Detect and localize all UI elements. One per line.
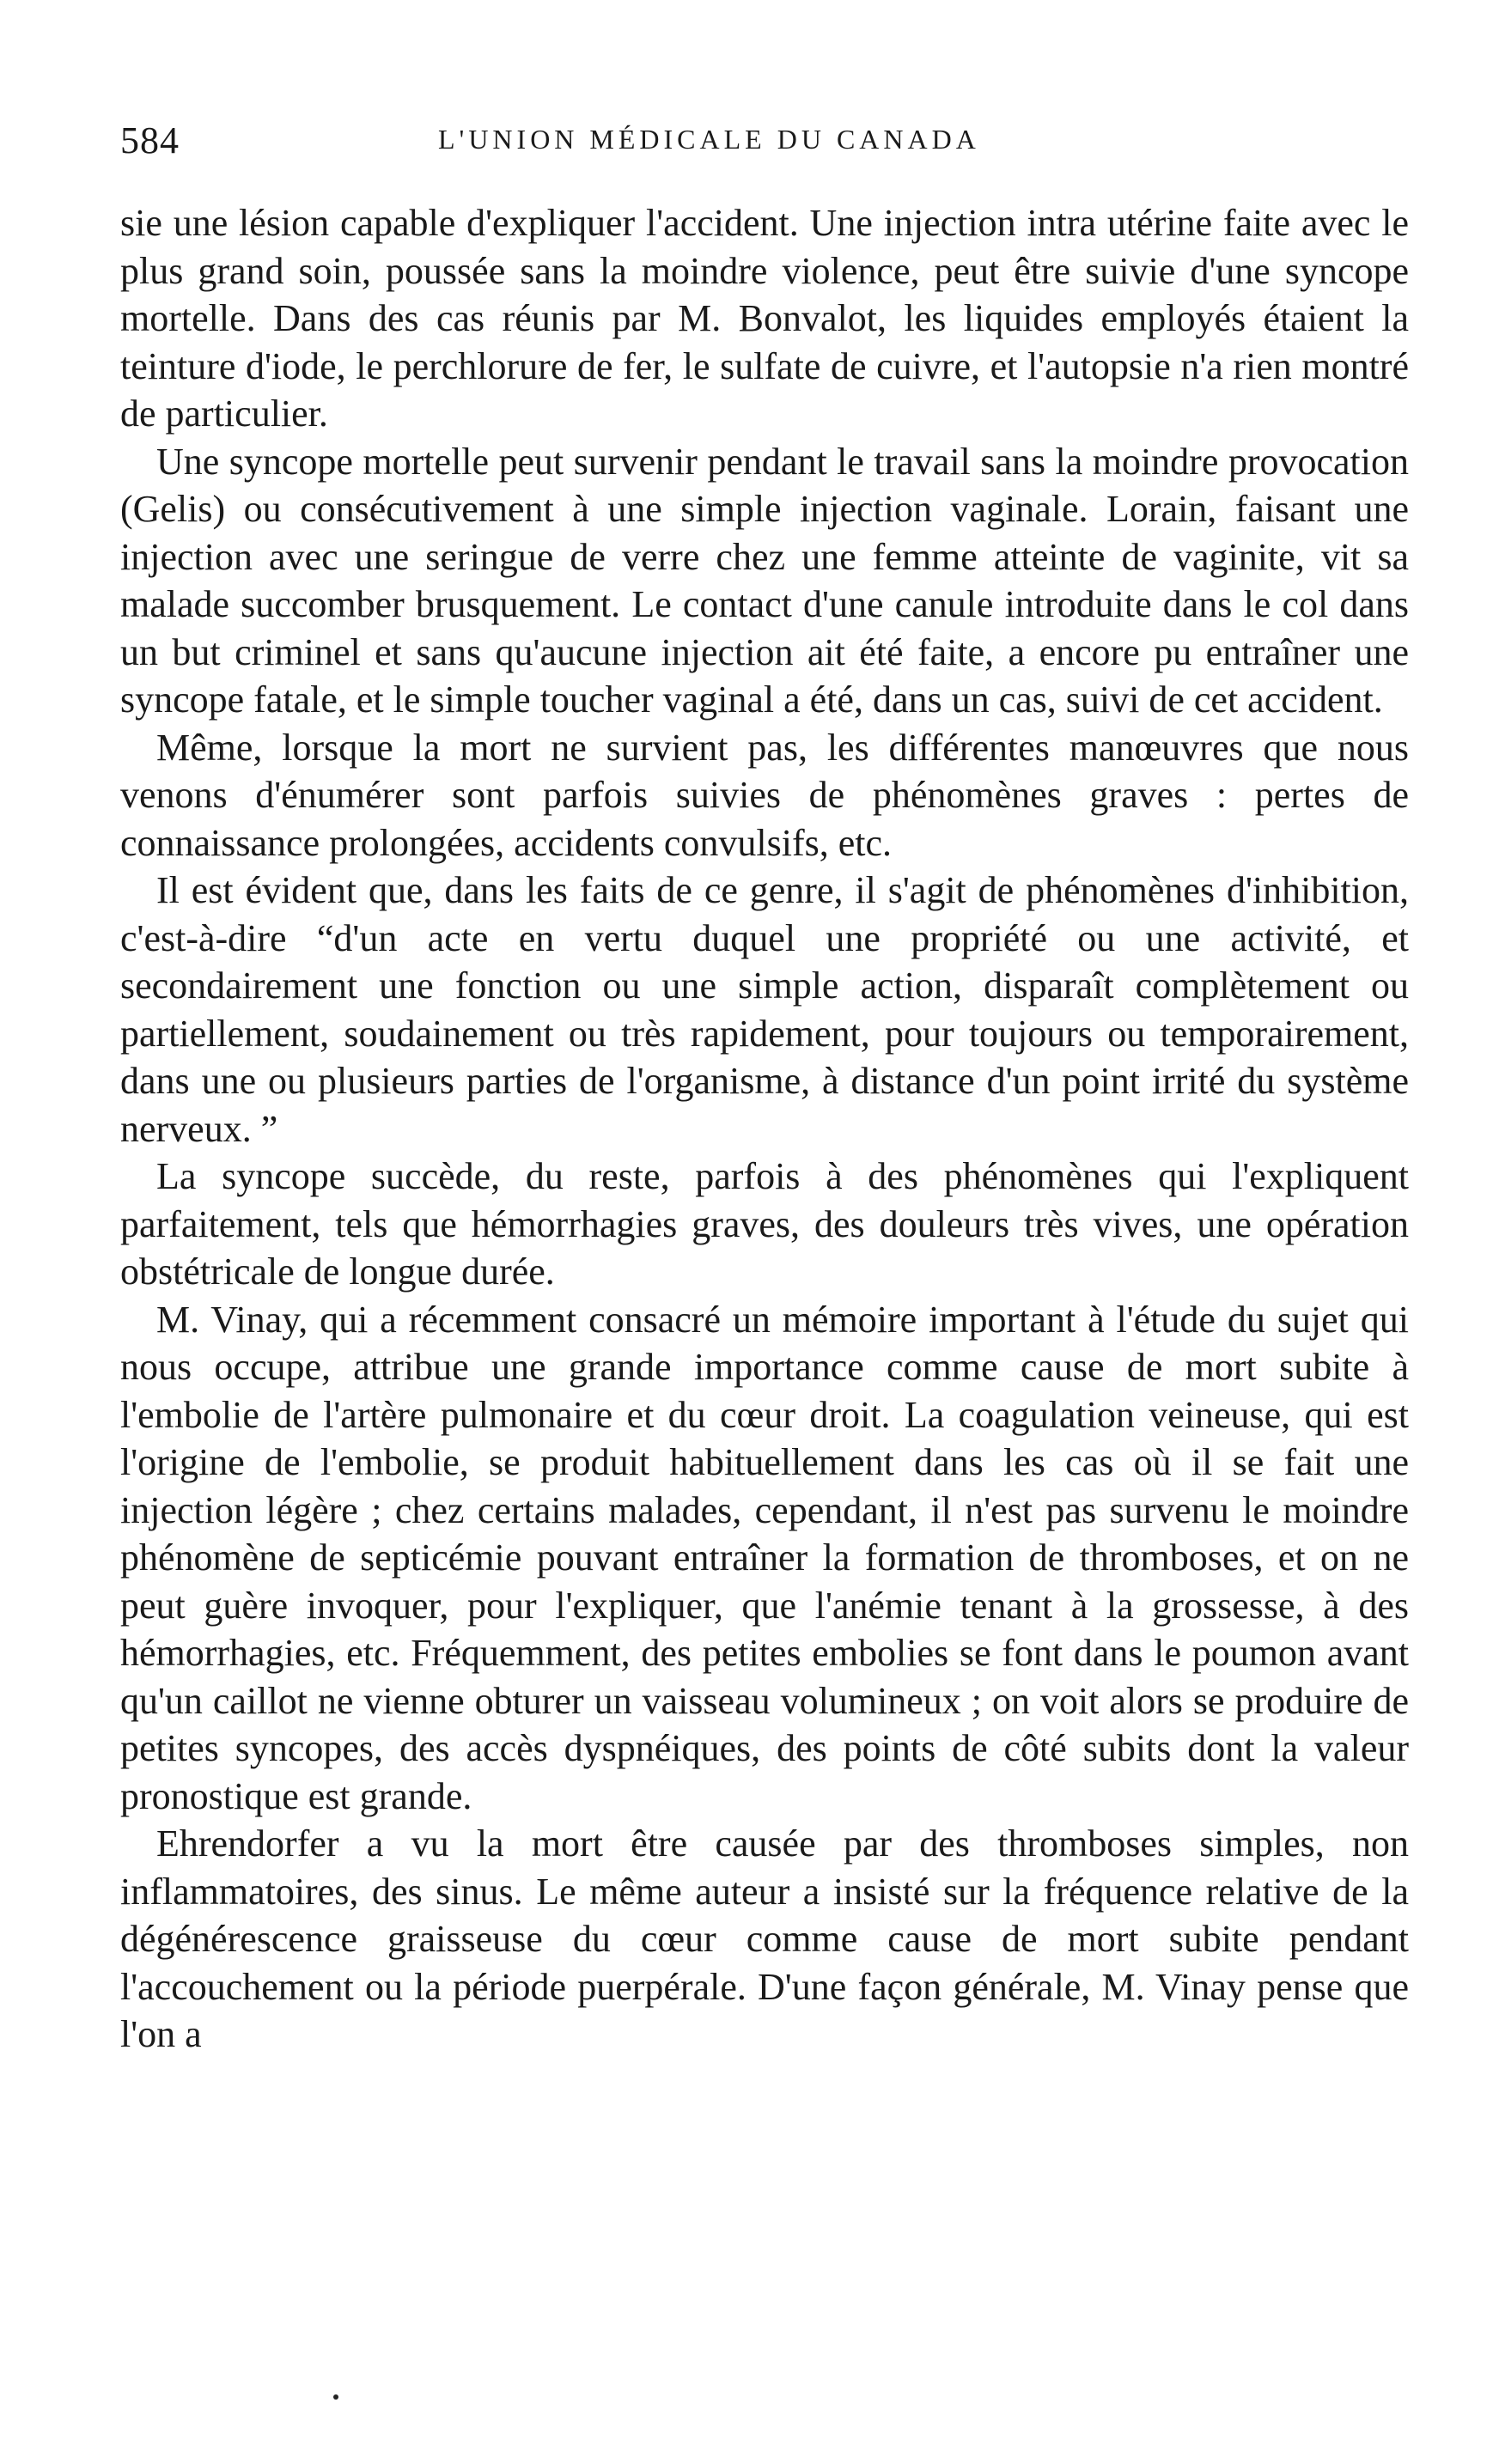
paragraph: Il est évident que, dans les faits de ce genre, il s'agit de phénomènes d'inhibition, c'est-à-dire “d'un acte en vertu duquel une propriété ou une activité, et secondairement une fonction ou une simple action, disparaît complètement ou partiellement, soudainement ou très rapidement, pour toujours ou temporairement, dans une ou plusieurs parties de l'organisme, à distance d'un point irrité du système nerveux. ” (120, 869, 1409, 1150)
paragraph: M. Vinay, qui a récemment consacré un mémoire important à l'étude du sujet qui nous occupe, attribue une grande importance comme cause de mort subite à l'embolie de l'artère pulmonaire et du cœur droit. La coagulation veineuse, qui est l'origine de l'embolie, se produit habituellement dans les cas où il se fait une injection légère ; chez certains malades, cependant, il n'est pas survenu le moindre phénomène de septicémie pouvant entraîner la formation de thromboses, et on ne peut guère invoquer, pour l'expliquer, que l'anémie tenant à la grossesse, à des hémorrhagies, etc. Fréquemment, des petites embolies se font dans le poumon avant qu'un caillot ne vienne obturer un vaisseau volumineux ; on voit alors se produire de petites syncopes, des accès dyspnéiques, des points de côté subits dont la valeur pronostique est grande. (120, 1298, 1409, 1817)
page-header (120, 119, 1409, 170)
paragraph: La syncope succède, du reste, parfois à des phénomènes qui l'expliquent parfaitement, tels que hémorrhagies graves, des douleurs très vives, une opération obstétricale de longue durée. (120, 1155, 1409, 1293)
paragraph: sie une lésion capable d'expliquer l'accident. Une injection intra utérine faite avec le plus grand soin, poussée sans la moindre violence, peut être suivie d'une syncope mortelle. Dans des cas réunis par M. Bonvalot, les liquides employés étaient la teinture d'iode, le perchlorure de fer, le sulfate de cuivre, et l'autopsie n'a rien montré de particulier. (120, 202, 1409, 435)
paragraph: Même, lorsque la mort ne survient pas, les différentes manœuvres que nous venons d'énumérer sont parfois suivies de phénomènes graves : pertes de connaissance prolongées, accidents convulsifs, etc. (120, 726, 1409, 864)
paragraph: Une syncope mortelle peut survenir pendant le travail sans la moindre provocation (Gelis) ou consécutivement à une simple injection vaginale. Lorain, faisant une injection avec une seringue de verre chez une femme atteinte de vaginite, vit sa malade succomber brusquement. Le contact d'une canule introduite dans le col dans un but criminel et sans qu'aucune injection ait été faite, a encore pu entraîner une syncope fatale, et le simple toucher vaginal a été, dans un cas, suivi de cet accident. (120, 440, 1409, 721)
paragraph: Ehrendorfer a vu la mort être causée par des thromboses simples, non inflammatoires, des sinus. Le même auteur a insisté sur la fréquence relative de la dégénérescence graisseuse du cœur comme cause de mort subite pendant l'accouchement ou la période puerpérale. D'une façon générale, M. Vinay pense que l'on a (120, 1822, 1409, 2055)
page-number: 584 (120, 119, 180, 161)
footer-dot (333, 2394, 338, 2400)
running-title: L'UNION MÉDICALE DU CANADA (438, 124, 980, 155)
body-text (120, 199, 1409, 2059)
